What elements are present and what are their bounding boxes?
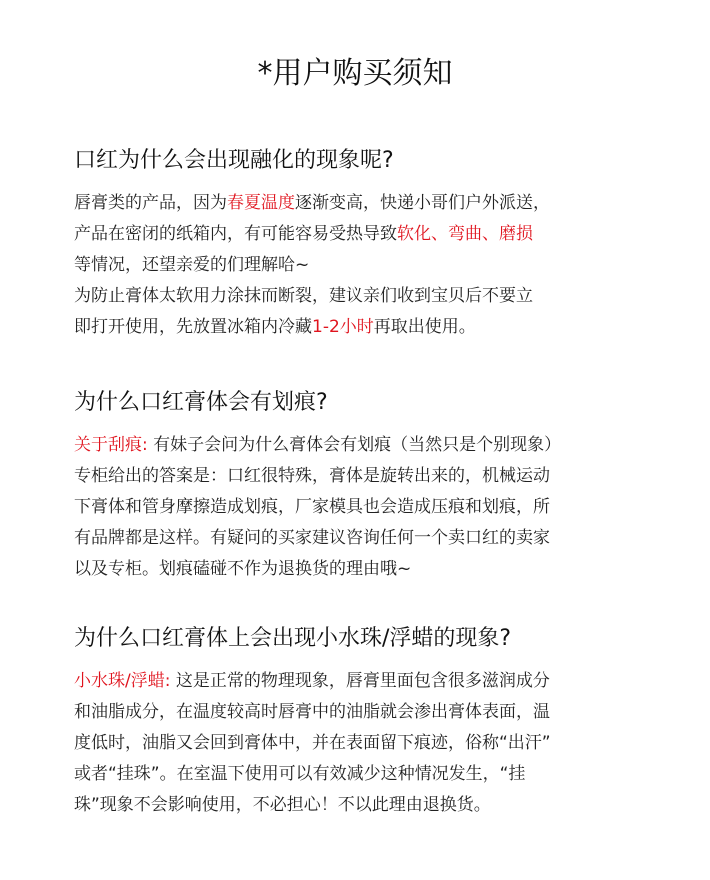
line-text: 以及专柜。划痕磕碰不作为退换货的理由哦~ (74, 559, 412, 579)
section-question: 为什么口红膏体会有划痕? (74, 390, 328, 415)
body-line (74, 523, 674, 554)
section-body (74, 188, 674, 343)
line-text: 等情况，还望亲爱的们理解哈~ (74, 255, 310, 275)
body-line (74, 461, 674, 492)
body-line (74, 430, 674, 461)
highlight-text: 软化、弯曲、磨损 (397, 224, 533, 244)
body-line (74, 666, 674, 697)
body-line (74, 728, 674, 759)
highlight-text: 小水珠/浮蜡: (74, 671, 171, 691)
body-line (74, 281, 674, 312)
line-text: 为防止膏体太软用力涂抹而断裂，建议亲们收到宝贝后不要立 (74, 286, 533, 306)
highlight-text: 1-2小时 (312, 317, 374, 337)
highlight-text: 关于刮痕: (74, 435, 148, 455)
body-line (74, 759, 674, 790)
line-text: 珠”现象不会影响使用，不必担心！不以此理由退换货。 (74, 795, 491, 815)
body-line (74, 250, 674, 281)
section-body (74, 430, 674, 585)
body-line (74, 188, 674, 219)
line-text: 再取出使用。 (373, 317, 476, 337)
line-text: 有品牌都是这样。有疑问的买家建议咨询任何一个卖口红的卖家 (74, 528, 550, 548)
section-question: 为什么口红膏体上会出现小水珠/浮蜡的现象? (74, 626, 512, 651)
line-text: 和油脂成分，在温度较高时唇膏中的油脂就会渗出膏体表面，温 (74, 702, 550, 722)
section-body (74, 666, 674, 821)
line-text: 唇膏类的产品，因为 (74, 193, 227, 213)
section-water-droplets (74, 624, 674, 821)
highlight-text: 春夏温度 (227, 193, 295, 213)
line-text: 产品在密闭的纸箱内，有可能容易受热导致 (74, 224, 397, 244)
body-line (74, 790, 674, 821)
body-line (74, 697, 674, 728)
line-text: 这是正常的物理现象，唇膏里面包含很多滋润成分 (170, 671, 550, 691)
line-text: 逐渐变高，快递小哥们户外派送， (295, 193, 550, 213)
body-line (74, 554, 674, 585)
line-text: 度低时，油脂又会回到膏体中，并在表面留下痕迹，俗称“出汗” (74, 733, 551, 753)
page-title: *用户购买须知 (257, 56, 453, 91)
line-text: 下膏体和管身摩擦造成划痕，厂家模具也会造成压痕和划痕，所 (74, 497, 550, 517)
body-line (74, 312, 674, 343)
line-text: 专柜给出的答案是：口红很特殊，膏体是旋转出来的，机械运动 (74, 466, 550, 486)
line-text: 或者“挂珠”。在室温下使用可以有效减少这种情况发生，“挂 (74, 764, 526, 784)
body-line (74, 219, 674, 250)
line-text: 即打开使用，先放置冰箱内冷藏 (74, 317, 312, 337)
body-line (74, 492, 674, 523)
section-melting (74, 146, 674, 343)
section-question: 口红为什么会出现融化的现象呢? (74, 148, 394, 173)
section-scratches (74, 388, 674, 585)
line-text: 有妹子会问为什么膏体会有划痕（当然只是个别现象） (147, 435, 562, 455)
